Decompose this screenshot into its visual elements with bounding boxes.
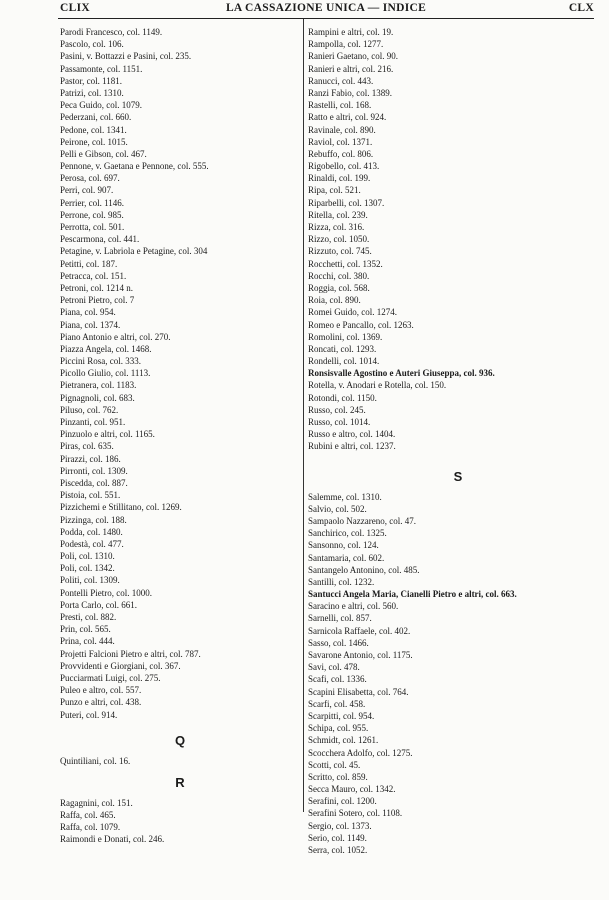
entries-r — [60, 797, 300, 846]
index-entry: Pucciarmati Luigi, col. 275. — [60, 672, 161, 683]
index-entry: Sarnicola Raffaele, col. 402. — [308, 625, 411, 636]
index-entry: Rocchi, col. 380. — [308, 270, 370, 281]
index-entry: Secca Mauro, col. 1342. — [308, 784, 396, 795]
index-entry: Romolini, col. 1369. — [308, 331, 383, 342]
index-entry: Riparbelli, col. 1307. — [308, 197, 385, 208]
index-entry: Piccini Rosa, col. 333. — [60, 356, 141, 367]
index-entry: Salvio, col. 502. — [308, 503, 367, 514]
index-entry: Ratto e altri, col. 924. — [308, 112, 387, 123]
index-entry: Piana, col. 954. — [60, 307, 116, 318]
index-entry: Puteri, col. 914. — [60, 709, 118, 720]
index-entry: Santilli, col. 1232. — [308, 576, 375, 587]
index-entry: Petroni, col. 1214 n. — [60, 282, 133, 293]
index-entry: Rizza, col. 316. — [308, 222, 365, 232]
index-entry: Sergio, col. 1373. — [308, 820, 372, 831]
index-entry: Pirronti, col. 1309. — [60, 465, 128, 476]
index-entry: Pennone, v. Gaetana e Pennone, col. 555. — [60, 161, 209, 172]
index-entry: Rigobello, col. 413. — [308, 161, 380, 172]
index-entry: Saracino e altri, col. 560. — [308, 601, 399, 612]
index-entry: Podda, col. 1480. — [60, 526, 123, 537]
index-entry: Ritella, col. 239. — [308, 209, 368, 220]
index-entry: Punzo e altri, col. 438. — [60, 697, 142, 708]
section-letter-q: Q — [174, 732, 186, 748]
index-entry: Pizzichemi e Stillitano, col. 1269. — [60, 502, 182, 513]
section-letter-r: R — [175, 774, 185, 790]
index-entry: Piano Antonio e altri, col. 270. — [60, 331, 171, 342]
index-entry: Roia, col. 890. — [308, 295, 361, 306]
index-entry: Romei Guido, col. 1274. — [308, 307, 397, 318]
index-entry: Pederzani, col. 660. — [60, 112, 132, 123]
index-entry: Prin, col. 565. — [60, 624, 111, 635]
entries-p — [60, 26, 300, 721]
index-entry: Porta Carlo, col. 661. — [60, 599, 137, 610]
index-entry: Ranzi Fabio, col. 1389. — [308, 87, 392, 98]
index-entry: Scritto, col. 859. — [308, 771, 368, 782]
index-entry: Ripa, col. 521. — [308, 185, 361, 196]
index-entry: Scapini Elisabetta, col. 764. — [308, 686, 409, 697]
entries-s — [308, 491, 608, 857]
index-entry: Ragagnini, col. 151. — [60, 797, 133, 808]
index-entry: Podestà, col. 477. — [60, 538, 124, 549]
index-entry: Presti, col. 882. — [60, 612, 117, 622]
right-column — [308, 26, 608, 856]
index-entry: Ravinale, col. 890. — [308, 124, 376, 135]
index-entry: Pasini, v. Bottazzi e Pasini, col. 235. — [60, 51, 192, 62]
index-entry: Rebuffo, col. 806. — [308, 148, 374, 159]
index-entry: Piluso, col. 762. — [60, 404, 119, 415]
index-entry: Rizzo, col. 1050. — [308, 234, 370, 245]
entries-r-continued — [308, 26, 608, 453]
index-entry: Raffa, col. 465. — [60, 810, 116, 821]
index-entry: Peca Guido, col. 1079. — [60, 100, 142, 111]
index-entry: Pizzinga, col. 188. — [60, 514, 127, 525]
running-title: LA CASSAZIONE UNICA — INDICE — [225, 2, 427, 14]
index-entry: Parodi Francesco, col. 1149. — [60, 27, 163, 37]
index-entry: Santucci Angela Maria, Cianelli Pietro e altri, col. 663. — [308, 589, 517, 600]
index-entry: Piras, col. 635. — [60, 441, 114, 452]
index-entry: Pinzanti, col. 951. — [60, 417, 126, 427]
index-entry: Quintiliani, col. 16. — [60, 755, 131, 766]
index-entry: Piana, col. 1374. — [60, 319, 121, 330]
index-entry: Raimondi e Donati, col. 246. — [60, 834, 165, 845]
section-letter-s: S — [453, 468, 463, 484]
index-entry: Pascolo, col. 106. — [60, 39, 124, 50]
index-entry: Poli, col. 1342. — [60, 563, 115, 574]
index-entry: Rizzuto, col. 745. — [308, 246, 372, 257]
column-divider — [303, 19, 304, 812]
index-entry: Politi, col. 1309. — [60, 575, 120, 586]
index-entry: Scarpitti, col. 954. — [308, 710, 375, 721]
index-entry: Sampaolo Nazzareno, col. 47. — [308, 515, 416, 526]
index-entry: Santangelo Antonino, col. 485. — [308, 564, 420, 575]
index-entry: Rondelli, col. 1014. — [308, 356, 380, 367]
index-entry: Pastor, col. 1181. — [60, 75, 123, 86]
header-rule — [58, 18, 594, 19]
index-entry: Scafi, col. 1336. — [308, 674, 367, 685]
index-entry: Ranieri Gaetano, col. 90. — [308, 51, 398, 62]
index-entry: Passamonte, col. 1151. — [60, 63, 143, 74]
index-entry: Russo e altro, col. 1404. — [308, 429, 396, 440]
index-entry: Rotella, v. Anodari e Rotella, col. 150. — [308, 380, 447, 391]
index-entry: Perosa, col. 697. — [60, 173, 120, 184]
index-entry: Rocchetti, col. 1352. — [308, 258, 383, 269]
page-number-right: CLX — [568, 2, 594, 14]
index-entry: Picollo Giulio, col. 1113. — [60, 368, 151, 379]
index-entry: Savarone Antonio, col. 1175. — [308, 650, 413, 660]
index-entry: Pirazzi, col. 186. — [60, 453, 121, 464]
page-number-left: CLIX — [60, 2, 90, 14]
index-entry: Sasso, col. 1466. — [308, 637, 369, 648]
index-entry: Piazza Angela, col. 1468. — [60, 343, 152, 354]
index-entry: Ranucci, col. 443. — [308, 75, 374, 86]
index-entry: Roggia, col. 568. — [308, 282, 370, 293]
index-entry: Peirone, col. 1015. — [60, 136, 128, 147]
index-entry: Scocchera Adolfo, col. 1275. — [308, 747, 413, 758]
index-entry: Savi, col. 478. — [308, 662, 360, 673]
index-entry: Raviol, col. 1371. — [308, 136, 373, 147]
page-header — [58, 0, 594, 18]
index-entry: Puleo e altro, col. 557. — [60, 685, 142, 696]
index-entry: Prina, col. 444. — [60, 636, 115, 647]
index-entry: Russo, col. 245. — [308, 404, 366, 415]
index-entry: Pistoia, col. 551. — [60, 490, 121, 501]
index-entry: Schmidt, col. 1261. — [308, 735, 379, 746]
index-entry: Ronsisvalle Agostino e Auteri Giuseppa, col. 936. — [308, 368, 495, 379]
index-entry: Pignagnoli, col. 683. — [60, 392, 135, 403]
index-entry: Schipa, col. 955. — [308, 723, 369, 734]
index-entry: Salemme, col. 1310. — [308, 491, 382, 502]
index-entry: Sanchirico, col. 1325. — [308, 528, 387, 539]
left-column — [60, 26, 300, 846]
index-entry: Rotondi, col. 1150. — [308, 392, 377, 403]
index-entry: Scarfi, col. 458. — [308, 698, 366, 709]
index-entry: Perrone, col. 985. — [60, 209, 124, 220]
index-entry: Russo, col. 1014. — [308, 417, 371, 427]
index-entry: Rinaldi, col. 199. — [308, 173, 371, 184]
index-entry: Projetti Falcioni Pietro e altri, col. 787. — [60, 648, 201, 659]
index-entry: Pedone, col. 1341. — [60, 124, 127, 135]
index-entry: Pescarmona, col. 441. — [60, 234, 140, 245]
index-entry: Raffa, col. 1079. — [60, 822, 121, 833]
index-entry: Rampolla, col. 1277. — [308, 39, 384, 50]
index-entry: Ranieri e altri, col. 216. — [308, 63, 394, 74]
index-entry: Sarnelli, col. 857. — [308, 613, 372, 624]
index-entry: Romeo e Pancallo, col. 1263. — [308, 319, 414, 330]
index-entry: Perrier, col. 1146. — [60, 197, 125, 208]
index-entry: Santamaria, col. 602. — [308, 552, 385, 563]
index-entry: Serio, col. 1149. — [308, 832, 367, 843]
index-entry: Provvidenti e Giorgiani, col. 367. — [60, 660, 181, 671]
index-entry: Perri, col. 907. — [60, 185, 114, 196]
index-entry: Serra, col. 1052. — [308, 845, 368, 855]
index-entry: Sansonno, col. 124. — [308, 540, 379, 551]
index-entry: Pinzuolo e altri, col. 1165. — [60, 429, 155, 440]
index-entry: Pelli e Gibson, col. 467. — [60, 148, 147, 159]
index-entry: Poli, col. 1310. — [60, 551, 115, 562]
index-entry: Patrizi, col. 1310. — [60, 87, 124, 98]
index-entry: Petroni Pietro, col. 7 — [60, 295, 135, 306]
index-entry: Rastelli, col. 168. — [308, 100, 372, 111]
index-entry: Rampini e altri, col. 19. — [308, 27, 394, 37]
index-entry: Petagine, v. Labriola e Petagine, col. 304 — [60, 246, 208, 257]
index-entry: Pietranera, col. 1183. — [60, 380, 137, 391]
index-entry: Rubini e altri, col. 1237. — [308, 441, 396, 452]
index-entry: Serafini Sotero, col. 1108. — [308, 808, 403, 819]
index-entry: Perrotta, col. 501. — [60, 222, 125, 232]
index-entry: Roncati, col. 1293. — [308, 343, 377, 354]
index-entry: Scotti, col. 45. — [308, 759, 361, 770]
index-entry: Serafini, col. 1200. — [308, 796, 377, 807]
index-entry: Petitti, col. 187. — [60, 258, 118, 269]
index-entry: Pontelli Pietro, col. 1000. — [60, 587, 152, 598]
entries-q — [60, 755, 300, 767]
index-entry: Petracca, col. 151. — [60, 270, 127, 281]
index-entry: Piscedda, col. 887. — [60, 477, 128, 488]
